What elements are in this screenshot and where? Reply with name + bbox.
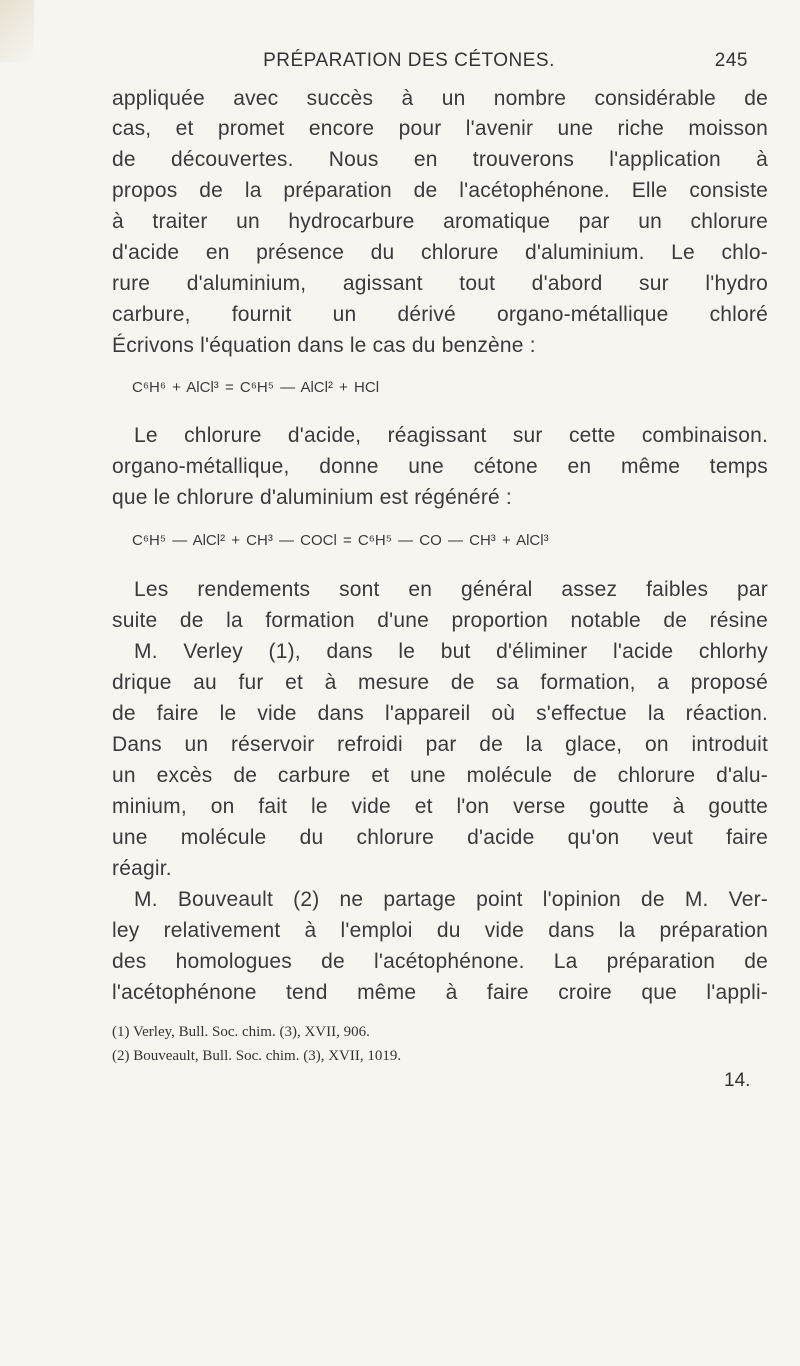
equation-benzene: C⁶H⁶ + AlCl³ = C⁶H⁵ — AlCl² + HCl (132, 379, 380, 396)
page-number: 245 (714, 50, 748, 71)
running-header (70, 50, 748, 76)
text-line: Écrivons l'équation dans le cas du benzène : (112, 334, 536, 357)
text-line: l'acétophénone tend même à faire croire que l'appli- (112, 981, 768, 1004)
signature-mark: 14. (724, 1070, 751, 1091)
running-title: PRÉPARATION DES CÉTONES. (263, 50, 555, 71)
text-line: propos de la préparation de l'acétophénone. Elle consiste (112, 179, 768, 202)
text-line: des homologues de l'acétophénone. La préparation de (112, 950, 768, 973)
text-line: Les rendements sont en général assez faibles par (134, 578, 768, 601)
text-line: de faire le vide dans l'appareil où s'effectue la réaction. (112, 702, 768, 725)
footnote: (1) Verley, Bull. Soc. chim. (3), XVII, 906. (112, 1024, 370, 1040)
text-line: carbure, fournit un dérivé organo-métallique chloré (112, 303, 768, 326)
text-line: M. Bouveault (2) ne partage point l'opinion de M. Ver- (134, 888, 768, 911)
equation-acetophenone: C⁶H⁵ — AlCl² + CH³ — COCl = C⁶H⁵ — CO — CH³ + AlCl³ (132, 532, 549, 549)
text-line: minium, on fait le vide et l'on verse goutte à goutte (112, 795, 768, 818)
text-line: une molécule du chlorure d'acide qu'on veut faire (112, 826, 768, 849)
text-line: d'acide en présence du chlorure d'aluminium. Le chlo- (112, 241, 768, 264)
text-line: à traiter un hydrocarbure aromatique par un chlorure (112, 210, 768, 233)
text-line: que le chlorure d'aluminium est régénéré : (112, 486, 512, 509)
page-corner-stain (0, 0, 34, 62)
text-line: cas, et promet encore pour l'avenir une riche moisson (112, 117, 768, 140)
text-line: de découvertes. Nous en trouverons l'application à (112, 148, 768, 171)
text-line: un excès de carbure et une molécule de chlorure d'alu- (112, 764, 768, 787)
text-line: Dans un réservoir refroidi par de la glace, on introduit (112, 733, 768, 756)
text-line: réagir. (112, 857, 172, 880)
text-line: Le chlorure d'acide, réagissant sur cette combinaison. (134, 424, 768, 447)
text-line: drique au fur et à mesure de sa formation, a proposé (112, 671, 768, 694)
text-line: appliquée avec succès à un nombre considérable de (112, 87, 768, 110)
text-line: rure d'aluminium, agissant tout d'abord sur l'hydro (112, 272, 768, 295)
text-line: M. Verley (1), dans le but d'éliminer l'acide chlorhy (134, 640, 768, 663)
text-line: organo-métallique, donne une cétone en même temps (112, 455, 768, 478)
text-line: suite de la formation d'une proportion notable de résine (112, 609, 768, 632)
footnote: (2) Bouveault, Bull. Soc. chim. (3), XVII, 1019. (112, 1048, 402, 1064)
text-line: ley relativement à l'emploi du vide dans la préparation (112, 919, 768, 942)
